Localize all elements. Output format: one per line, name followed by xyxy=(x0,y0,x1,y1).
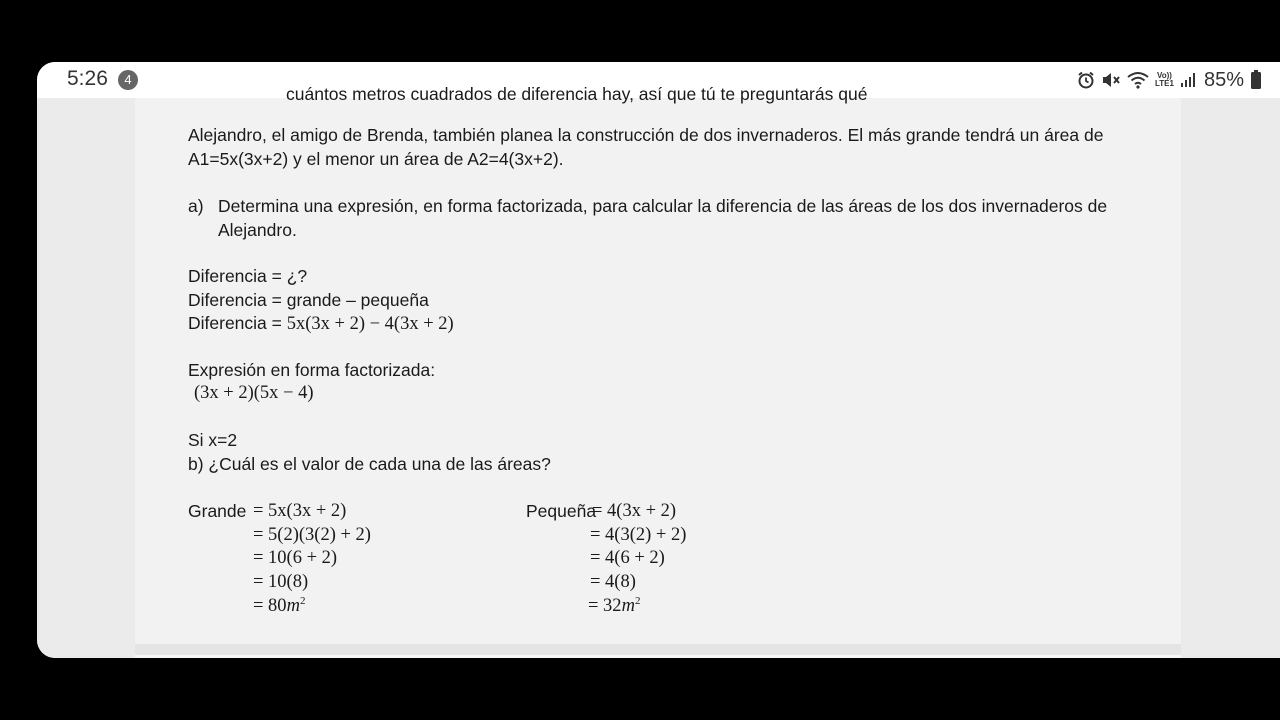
difference-expression: 5x(3x + 2) − 4(3x + 2) xyxy=(286,314,454,334)
factored-expression: (3x + 2)(5x − 4) xyxy=(194,383,314,403)
pequena-step: = 4(3x + 2) xyxy=(592,501,677,521)
given-x-value: Si x=2 xyxy=(188,430,238,450)
grande-step: = 5(2)(3(2) + 2) xyxy=(253,525,371,545)
signal-icon xyxy=(1180,72,1196,88)
wifi-icon xyxy=(1127,71,1149,89)
question-b: b) ¿Cuál es el valor de cada una de las áreas? xyxy=(188,454,551,474)
volte-label: Vo)) xyxy=(1157,71,1172,80)
pequena-step: = 4(3(2) + 2) xyxy=(590,525,687,545)
paragraph-line-1: Alejandro, el amigo de Brenda, también planea la construcción de dos invernaderos. El más grande tendrá un área de xyxy=(188,125,1104,145)
paragraph-line-2: A1=5x(3x+2) y el menor un área de A2=4(3x+2). xyxy=(188,149,564,169)
grande-step: = 10(6 + 2) xyxy=(253,548,338,568)
next-page-edge xyxy=(135,655,1181,658)
question-a-marker: a) xyxy=(188,196,204,216)
difference-label: Diferencia = xyxy=(188,313,287,333)
notification-count-badge: 4 xyxy=(118,70,138,90)
document-page[interactable] xyxy=(135,84,1181,644)
pequena-label: Pequeña xyxy=(526,501,597,521)
grande-step: = 10(8) xyxy=(253,572,309,592)
question-a-line-2: Alejandro. xyxy=(218,220,297,240)
alarm-icon xyxy=(1077,71,1095,89)
page-separator xyxy=(135,644,1181,655)
battery-percent: 85% xyxy=(1203,68,1244,91)
difference-line-2: Diferencia = grande – pequeña xyxy=(188,290,429,310)
factored-label: Expresión en forma factorizada: xyxy=(188,360,436,380)
pequena-step: = 4(8) xyxy=(590,572,636,592)
pequena-step: = 4(6 + 2) xyxy=(590,548,665,568)
grande-label: Grande xyxy=(188,501,247,521)
question-a-line-1: Determina una expresión, en forma factorizada, para calcular la diferencia de las áreas de los dos invernaderos de xyxy=(218,196,1108,216)
page-margin-left xyxy=(37,98,135,658)
lte-label: LTE1 xyxy=(1155,79,1174,88)
status-time: 5:26 xyxy=(67,67,108,90)
network-type-label xyxy=(1155,72,1174,88)
pequena-result: = $32m^2$ xyxy=(588,595,641,616)
difference-line-1: Diferencia = ¿? xyxy=(188,266,308,286)
status-icons xyxy=(1077,67,1262,93)
mute-icon xyxy=(1101,71,1121,89)
grande-result: = $80m^2$ xyxy=(253,595,306,616)
phone-screen xyxy=(37,62,1280,658)
grande-step: = 5x(3x + 2) xyxy=(253,501,347,521)
page-margin-right xyxy=(1181,98,1280,658)
partial-text-line: cuántos metros cuadrados de diferencia hay, así que tú te preguntarás qué xyxy=(286,84,868,104)
difference-line-3 xyxy=(188,313,454,335)
battery-icon xyxy=(1250,70,1262,90)
